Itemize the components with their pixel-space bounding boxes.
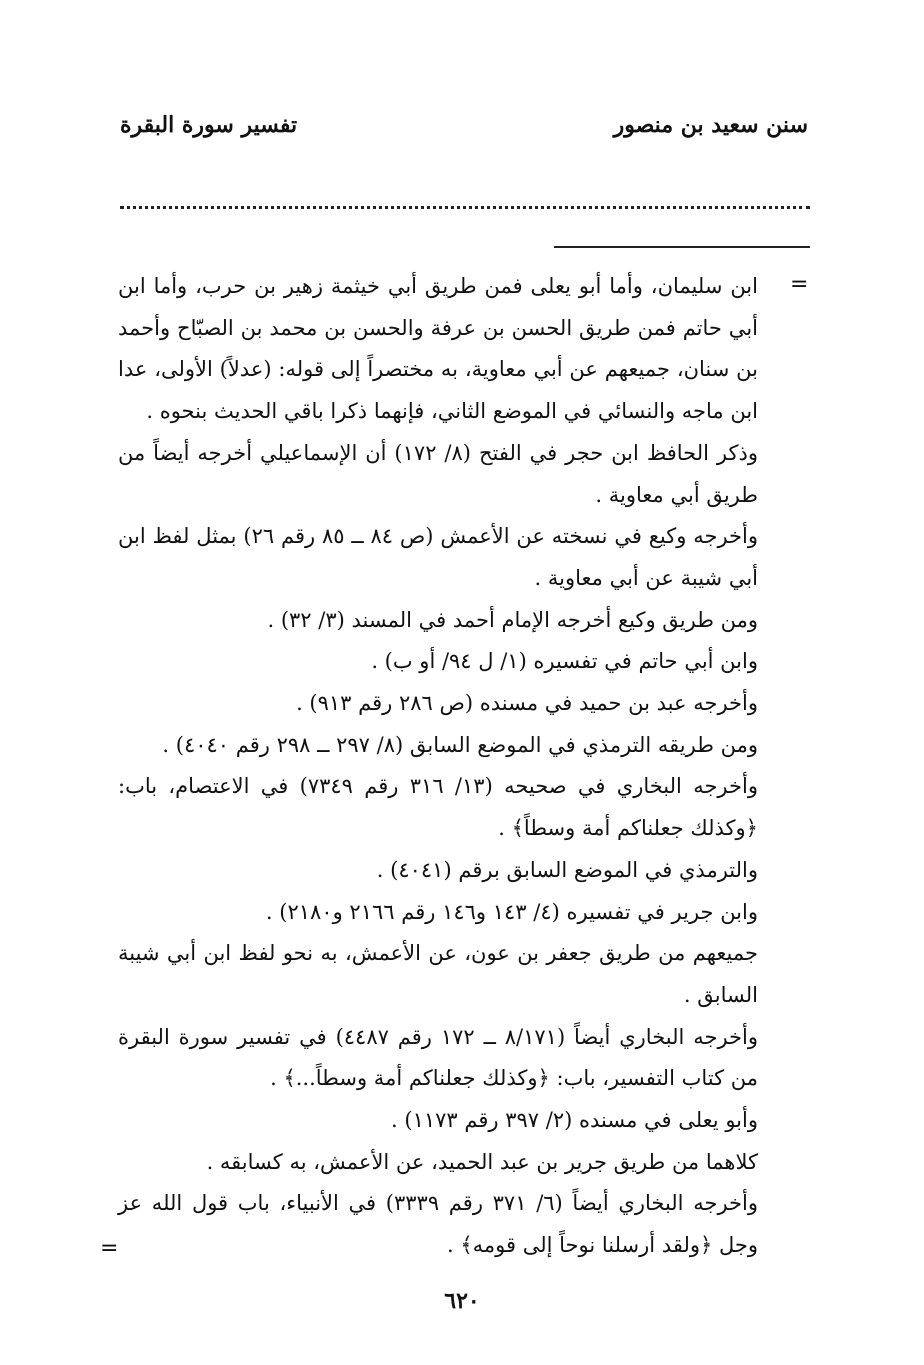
running-header xyxy=(120,112,808,148)
paragraph: وأخرجه البخاري في صحيحه (١٣/ ٣١٦ رقم ٧٣٤٩) في الاعتصام، باب: ﴿وكذلك جعلناكم أمة وسطاً﴾ . xyxy=(118,774,758,841)
paragraph: جميعهم من طريق جعفر بن عون، عن الأعمش، به نحو لفظ ابن أبي شيبة السابق . xyxy=(118,941,758,1007)
paragraph: وأبو يعلى في مسنده (٢/ ٣٩٧ رقم ١١٧٣) . xyxy=(391,1108,758,1133)
paragraph: كلاهما من طريق جرير بن عبد الحميد، عن الأعمش، به كسابقه . xyxy=(206,1149,758,1174)
book-title: سنن سعيد بن منصور xyxy=(613,112,808,138)
continuation-mark-top: = xyxy=(790,272,809,297)
paragraph: ومن طريقه الترمذي في الموضع السابق (٨/ ٢٩٧ ــ ٢٩٨ رقم ٤٠٤٠) . xyxy=(162,732,758,757)
paragraph: وأخرجه وكيع في نسخته عن الأعمش (ص ٨٤ ــ ٨٥ رقم ٢٦) بمثل لفظ ابن أبي شيبة عن أبي معاوية . xyxy=(118,524,758,590)
section-title: تفسير سورة البقرة xyxy=(120,112,298,138)
footnote-body xyxy=(118,266,758,1267)
paragraph: وأخرجه عبد بن حميد في مسنده (ص ٢٨٦ رقم ٩١٣) . xyxy=(296,691,758,716)
footnote-separator xyxy=(554,246,810,248)
paragraph: وابن أبي حاتم في تفسيره (١/ ل ٩٤/ أو ب) . xyxy=(371,649,758,674)
paragraph: وأخرجه البخاري أيضاً (٨/١٧١ ــ ١٧٢ رقم ٤٤٨٧) في تفسير سورة البقرة من كتاب التفسير، باب: ﴿وكذلك جعلناكم أمة وسطاً...﴾ . xyxy=(118,1024,758,1091)
dotted-separator xyxy=(120,206,810,209)
paragraph: ابن سليمان، وأما أبو يعلى فمن طريق أبي خيثمة زهير بن حرب، وأما ابن أبي حاتم فمن طريق الحسن بن عرفة والحسن بن محمد بن الصبّاح وأحمد بن سنان، جميعهم عن أبي معاوية، به مختصراً إلى قوله: (عدلاً) الأولى، عدا ابن ماجه والنسائي في الموضع الثاني، فإنهما ذكرا باقي الحديث بنحوه . xyxy=(118,274,758,424)
paragraph: وذكر الحافظ ابن حجر في الفتح (٨/ ١٧٢) أن الإسماعيلي أخرجه أيضاً من طريق أبي معاوية . xyxy=(118,440,758,507)
page-number: ٦٢٠ xyxy=(444,1288,480,1314)
paragraph: وأخرجه البخاري أيضاً (٦/ ٣٧١ رقم ٣٣٣٩) في الأنبياء، باب قول الله عز وجل ﴿ولقد أرسلنا نوحاً إلى قومه﴾ . xyxy=(118,1191,758,1258)
paragraph: والترمذي في الموضع السابق برقم (٤٠٤١) . xyxy=(376,857,758,882)
paragraph: ومن طريق وكيع أخرجه الإمام أحمد في المسند (٣/ ٣٢) . xyxy=(267,607,758,632)
continuation-mark-bottom: = xyxy=(100,1236,119,1261)
paragraph: وابن جرير في تفسيره (٤/ ١٤٣ و١٤٦ رقم ٢١٦٦ و٢١٨٠) . xyxy=(265,899,758,924)
